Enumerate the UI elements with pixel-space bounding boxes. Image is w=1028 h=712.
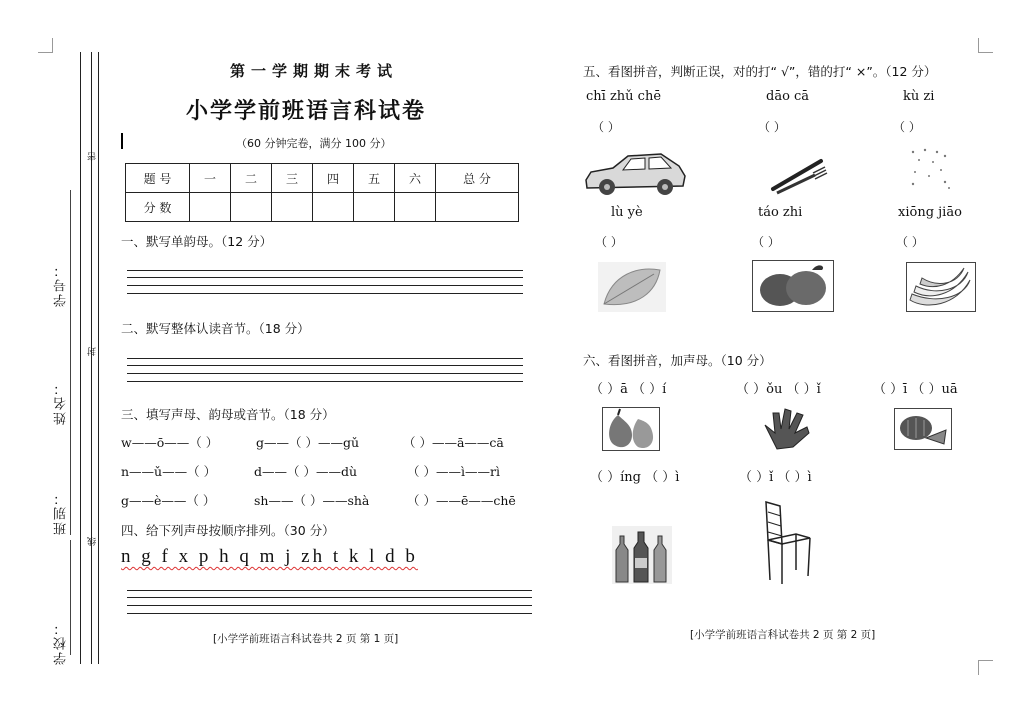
leaf-icon (598, 262, 666, 312)
score-header-cell: 题 号 (126, 164, 190, 193)
score-header-cell: 三 (272, 164, 313, 193)
class-underline (70, 420, 71, 535)
score-header-cell: 二 (231, 164, 272, 193)
school-label: 学校： (54, 620, 69, 665)
score-header-cell: 六 (395, 164, 436, 193)
pinyin-label: kù zi (903, 89, 935, 104)
answer-paren[interactable]: （ ） (592, 120, 620, 134)
writing-line (127, 381, 523, 382)
writing-line (127, 270, 523, 271)
student-no-underline (70, 190, 71, 300)
page-1-footer: [小学学前班语言科试卷共 2 页 第 1 页] (213, 633, 399, 645)
answer-paren[interactable]: （ ） (893, 120, 921, 134)
section-6-title: 六、看图拼音，加声母。（10 分） (583, 353, 772, 368)
pear-icon (602, 407, 660, 451)
blank-pinyin[interactable]: （ ）ā （ ）í (590, 382, 667, 397)
writing-line (127, 293, 523, 294)
score-cell[interactable] (313, 193, 354, 222)
pinyin-label: lù yè (611, 205, 643, 220)
watermelon-icon (894, 408, 952, 450)
pinyin-label: dāo cā (766, 89, 810, 104)
answer-paren[interactable]: （ ） (595, 235, 623, 249)
seal-mark-2: 封 (88, 345, 98, 356)
car-icon (583, 150, 688, 198)
score-cell[interactable] (436, 193, 519, 222)
answer-paren[interactable]: （ ） (896, 235, 924, 249)
score-header-cell: 总 分 (436, 164, 519, 193)
score-row-label: 分 数 (126, 193, 190, 222)
section-3-title: 三、填写声母、韵母或音节。（18 分） (121, 407, 335, 422)
section-1-title: 一、默写单韵母。（12 分） (121, 234, 273, 249)
exam-title: 第一学期期末考试 (230, 62, 399, 80)
text-cursor (121, 133, 123, 149)
writing-line (127, 605, 532, 606)
pinyin-label: xiōng jiāo (898, 205, 962, 220)
fill-item[interactable]: w——ō——（ ） (121, 435, 219, 450)
score-cell[interactable] (354, 193, 395, 222)
score-cell[interactable] (272, 193, 313, 222)
student-no-label: 学号： (54, 262, 69, 307)
score-table (125, 163, 519, 222)
initials-sequence: n g f x p h q m j zh t k l d b (121, 546, 418, 567)
corner-mark-br (978, 660, 993, 675)
writing-line (127, 373, 523, 374)
section-5-title: 五、看图拼音，判断正误，对的打“ √”，错的打“ ×”。（12 分） (583, 64, 937, 79)
blank-pinyin[interactable]: （ ）ī （ ）uā (873, 382, 958, 397)
banana-icon (906, 262, 976, 312)
binding-line-1 (80, 52, 81, 664)
bottles-icon (612, 526, 672, 584)
fill-item[interactable]: d——（ ）——dù (254, 464, 358, 479)
exam-subtitle: （60 分钟完卷，满分 100 分） (236, 137, 392, 150)
knife-fork-icon (769, 155, 829, 195)
score-cell[interactable] (190, 193, 231, 222)
writing-line (127, 285, 523, 286)
writing-line (127, 597, 532, 598)
binding-line-3 (98, 52, 99, 664)
name-underline (70, 300, 71, 420)
page-2-footer: [小学学前班语言科试卷共 2 页 第 2 页] (690, 629, 876, 641)
score-cell[interactable] (395, 193, 436, 222)
fill-item[interactable]: g——è——（ ） (121, 493, 216, 508)
writing-line (127, 277, 523, 278)
writing-line (127, 613, 532, 614)
school-underline (70, 540, 71, 655)
answer-paren[interactable]: （ ） (752, 235, 780, 249)
score-table-header-row (126, 164, 519, 193)
score-header-cell: 五 (354, 164, 395, 193)
class-label: 班别： (54, 490, 69, 535)
pinyin-label: táo zhi (758, 205, 803, 220)
hand-icon (757, 407, 815, 451)
writing-line (127, 358, 523, 359)
answer-paren[interactable]: （ ） (758, 120, 786, 134)
score-table-score-row (126, 193, 519, 222)
paper-title: 小学学前班语言科试卷 (186, 99, 427, 124)
fill-item[interactable]: sh——（ ）——shà (254, 493, 370, 508)
blank-pinyin[interactable]: （ ）ǐ （ ）ì (739, 470, 812, 485)
section-2-title: 二、默写整体认读音节。（18 分） (121, 321, 310, 336)
writing-line (127, 365, 523, 366)
fill-item[interactable]: g——（ ）——gǔ (256, 435, 360, 450)
binding-line-2 (91, 52, 92, 664)
fill-item[interactable]: n——ǔ——（ ） (121, 464, 217, 479)
chair-icon (762, 500, 814, 586)
score-cell[interactable] (231, 193, 272, 222)
score-header-cell: 四 (313, 164, 354, 193)
writing-line (127, 590, 532, 591)
pants-icon (905, 146, 955, 192)
seal-mark-1: 密 (88, 150, 98, 161)
seal-mark-3: 线 (88, 535, 98, 546)
fill-item[interactable]: （ ）——ā——cā (403, 435, 504, 450)
pinyin-label: chī zhǔ chē (586, 89, 662, 104)
corner-mark-tl (38, 38, 53, 53)
section-4-title: 四、给下列声母按顺序排列。（30 分） (121, 523, 335, 538)
blank-pinyin[interactable]: （ ）íng （ ）ì (590, 470, 680, 485)
fill-item[interactable]: （ ）——ì——rì (407, 464, 500, 479)
corner-mark-tr (978, 38, 993, 53)
fill-item[interactable]: （ ）——ē——chē (407, 493, 516, 508)
name-label: 姓名： (54, 380, 69, 425)
peach-icon (752, 260, 834, 312)
blank-pinyin[interactable]: （ ）ǒu （ ）ǐ (736, 382, 821, 397)
score-header-cell: 一 (190, 164, 231, 193)
